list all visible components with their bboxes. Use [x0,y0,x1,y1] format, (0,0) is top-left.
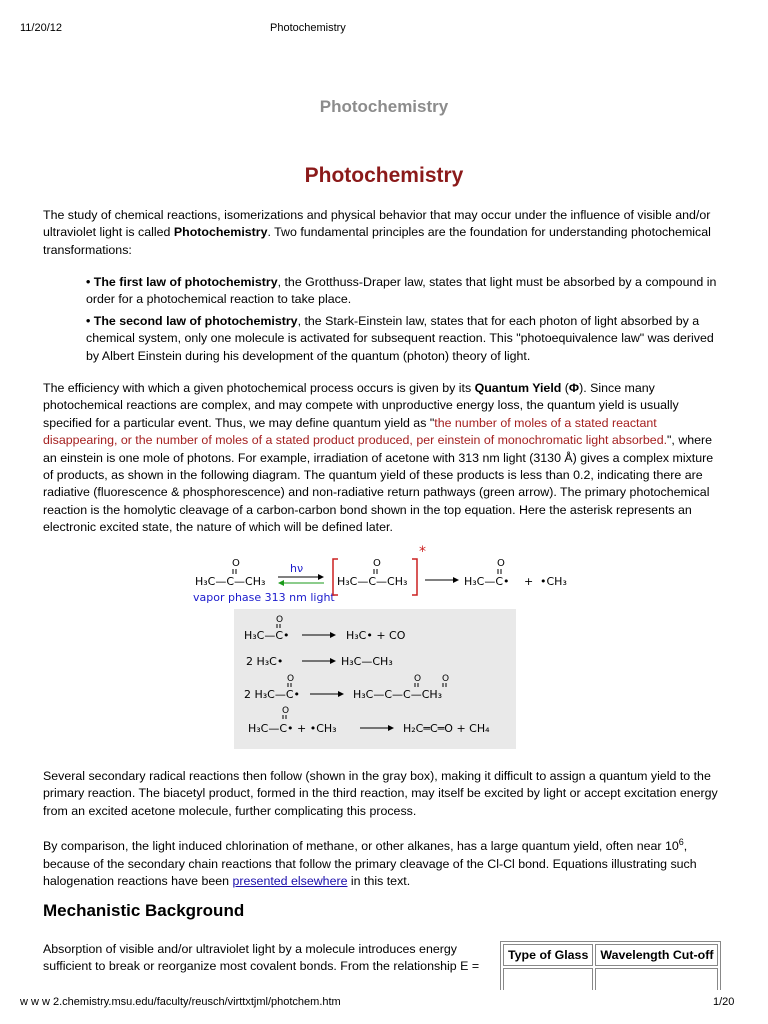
right-bracket [412,559,417,595]
svg-text:2 H₃C•: 2 H₃C• [246,655,284,668]
acetone-photolysis-diagram [190,545,580,760]
absorption-paragraph: Absorption of visible and/or ultraviolet light by a molecule introduces energy sufficient to break or reorganize most covalent bonds. From the relationship E = [43,942,480,974]
site-title: Photochemistry [319,97,449,116]
svg-text:H₃C—C—C—CH₃: H₃C—C—C—CH₃ [353,688,443,701]
header-type-of-glass: Type of Glass [503,944,593,966]
svg-text:O: O [373,558,381,569]
page-number: 1/20 [713,996,735,1008]
presented-elsewhere-link[interactable]: presented elsewhere [232,873,348,888]
secondary-reactions-paragraph: Several secondary radical reactions then follow (shown in the gray box), making it difficult to assign a quantum yield to the primary reaction. The biacetyl product, formed in the third reaction, may itself be excited by light or accept excitation energy from an excited acetone molecule, further complicating this process. [43,769,718,818]
svg-text:H₃C• + CO: H₃C• + CO [346,629,406,642]
intro-paragraph: The study of chemical reactions, isomerizations and physical behavior that may occur under the influence of visible and/or ultraviolet light is called Photochemistry. Two fundamental principles are the foundation for understanding photochemical transformations: [43,208,711,257]
quantum-yield-paragraph: The efficiency with which a given photochemical process occurs is given by its Quantum Yield (Φ). Since many photochemical reactions are complex, and may compete with unproductive energy loss, the quantum yield is usually specified for a particular event. Thus, we may define quantum yield as "the number of moles of a stated reactant disappearing, or the number of moles of a stated product produced, per einstein of monochromatic light absorbed.", where an einstein is one mole of photons. For example, irradiation of acetone with 313 nm light (3130 Å) gives a complex mixture of products, as shown in the following diagram. The quantum yield of these products is less than 0.2, indicating there are radiative (fluorescence & phosphorescence) and non-radiative return pathways (green arrow). The primary photochemical reaction is the homolytic cleavage of a carbon-carbon bond shown in the top equation. Here the asterisk represents an electronic excited state, the nature of which will be defined later. [43,381,714,535]
print-date: 11/20/12 [20,22,63,34]
return-arrow [278,580,284,586]
excited-acetone: H₃C—C—CH₃ [337,575,408,588]
chlorination-paragraph: By comparison, the light induced chlorination of methane, or other alkanes, has a large quantum yield, often near $10^6$, because of the secondary chain reactions that follow the primary cleavage of the Cl-Cl bond. Equations illustrating such halogenation reactions have been presented elsewhere in this text. [43,837,697,888]
svg-text:O: O [497,558,505,569]
svg-text:+: + [524,575,534,588]
quantum-yield-definition: the number of moles of a stated reactant disappearing, or the number of moles of a stated product produced, per einstein of monochromatic light absorbed. [43,415,668,448]
print-url: w w w 2.chemistry.msu.edu/faculty/reusch/virttxtjml/photchem.htm [20,996,341,1008]
page-title: Photochemistry [304,164,464,187]
mechanistic-background-heading: Mechanistic Background [43,901,245,920]
hv-label: hν [290,562,304,575]
first-law-item: • The first law of photochemistry, the Grotthuss-Draper law, states that light must be absorbed by a compound in order for a photochemical reaction to take place. [86,275,717,307]
header-wavelength-cutoff: Wavelength Cut-off [595,944,718,966]
svg-text:2 H₃C—C•: 2 H₃C—C• [244,688,301,701]
svg-text:H₃C—CH₃: H₃C—CH₃ [341,655,393,668]
methyl-radical: •CH₃ [540,575,567,588]
excited-asterisk: * [419,545,426,560]
acyl-radical: H₃C—C• [464,575,510,588]
acetone-formula: H₃C—C—CH₃ [195,575,266,588]
svg-text:H₂C═C═O + CH₄: H₂C═C═O + CH₄ [403,722,490,735]
photochemistry-term: Photochemistry [173,225,268,240]
carbonyl-o-1: O [232,558,240,569]
svg-text:O: O [282,706,290,716]
svg-text:H₃C—C•: H₃C—C• [244,629,290,642]
svg-text:O: O [442,674,450,684]
print-title: Photochemistry [270,22,346,34]
svg-text:O: O [287,674,295,684]
svg-text:O: O [276,615,284,625]
second-law-item: • The second law of photochemistry, the Stark-Einstein law, states that for each photon of light absorbed by a chemical system, only one molecule is activated for subsequent reaction. This "photoequivalence law" was derived by Albert Einstein during his development of the quantum (photon) theory of light. [86,314,714,363]
glass-cutoff-table [500,941,721,997]
svg-text:O: O [414,674,422,684]
svg-text:H₃C—C• + •CH₃: H₃C—C• + •CH₃ [248,722,337,735]
condition-label: vapor phase 313 nm light [193,591,335,604]
